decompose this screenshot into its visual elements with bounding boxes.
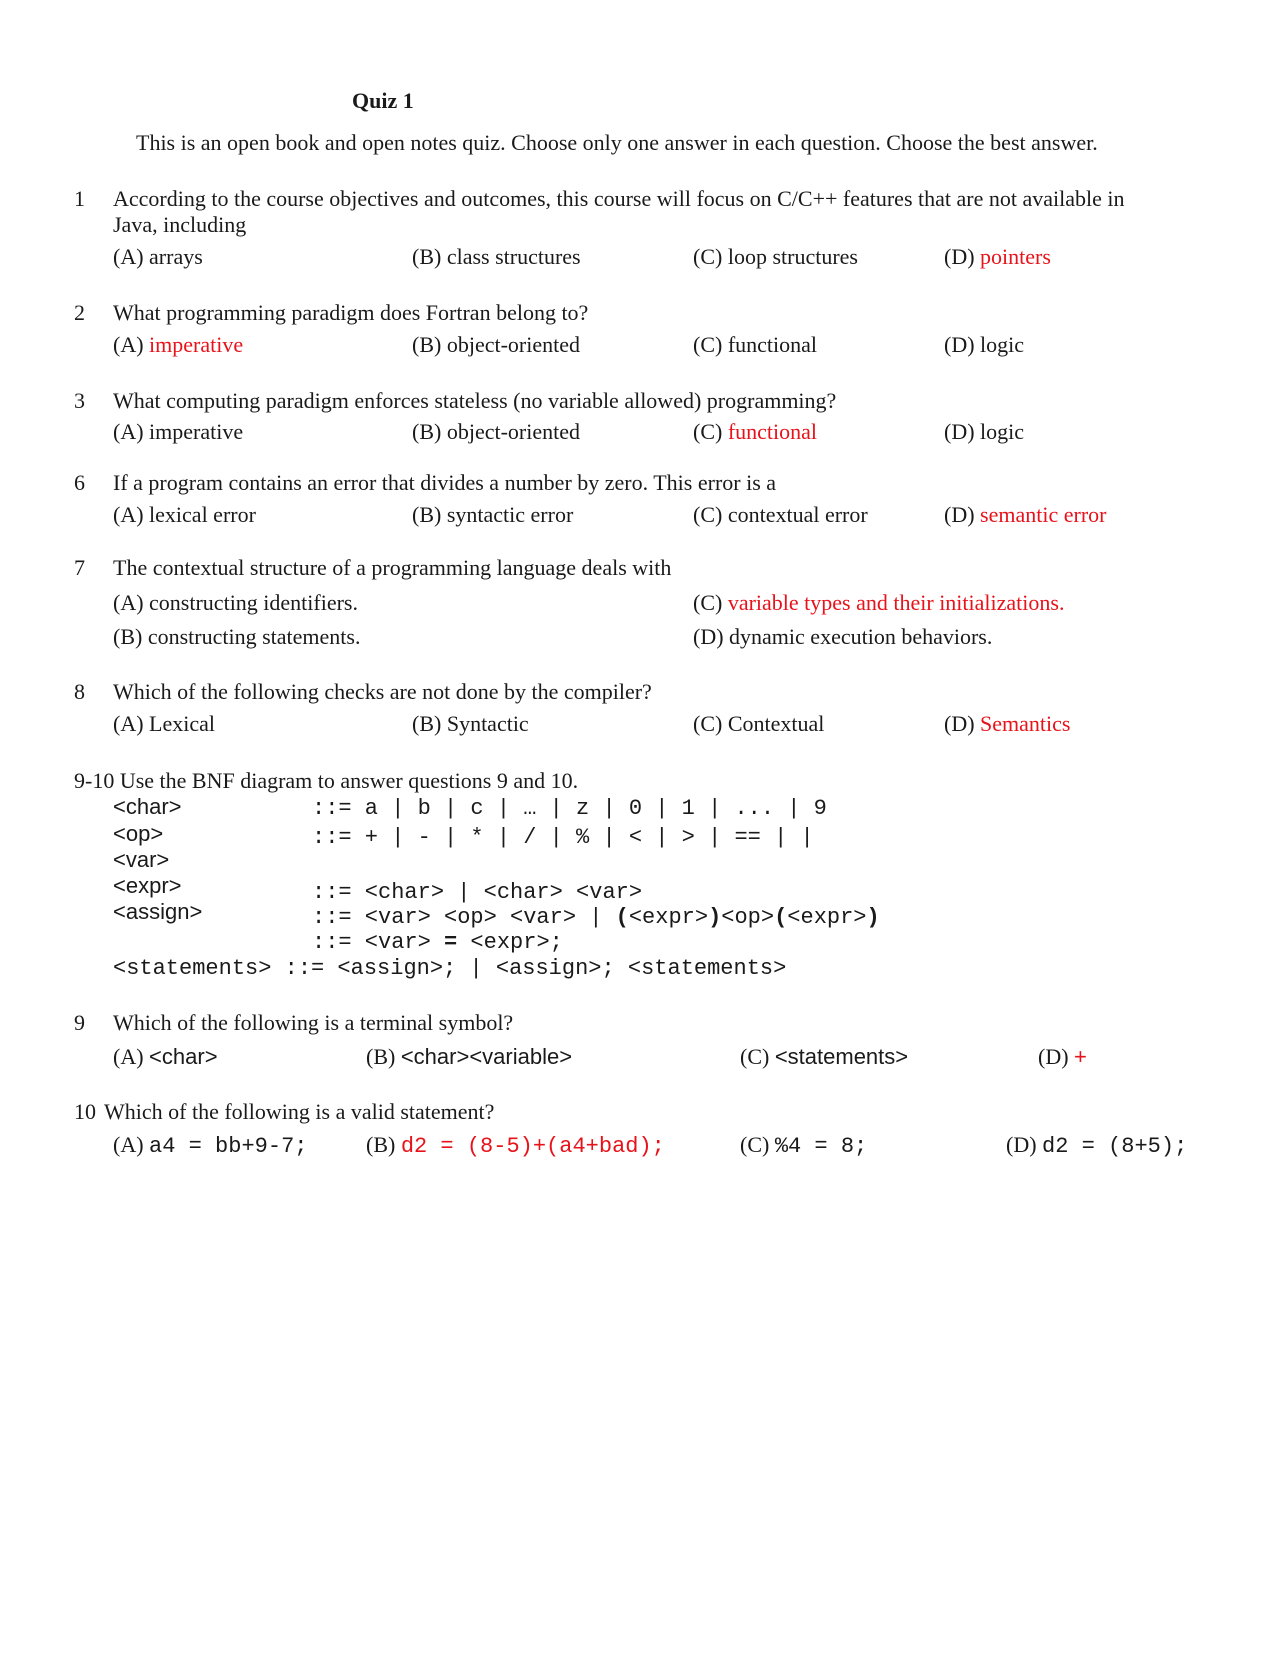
option-c xyxy=(693,246,858,268)
option-d xyxy=(944,421,1024,443)
option-label: (A) xyxy=(113,590,144,615)
option-label: (B) xyxy=(113,624,143,649)
option-c xyxy=(740,1134,867,1158)
option-label: (B) xyxy=(412,502,442,527)
bnf-rule-expr-part: <op> xyxy=(721,905,775,930)
option-text: Syntactic xyxy=(446,711,529,736)
option-label: (A) xyxy=(113,711,144,736)
option-b xyxy=(366,1134,665,1158)
option-b xyxy=(412,504,573,526)
question-text: The contextual structure of a programming language deals with xyxy=(113,555,672,580)
option-label: (A) xyxy=(113,419,144,444)
option-label: (D) xyxy=(944,711,975,736)
correct-answer: variable types and their initializations. xyxy=(727,590,1065,615)
bnf-paren: ) xyxy=(708,905,722,930)
option-d xyxy=(1038,1046,1087,1068)
option-a xyxy=(113,1134,307,1158)
correct-answer: d2 = (8-5)+(a4+bad); xyxy=(400,1134,665,1159)
option-text: functional xyxy=(727,332,818,357)
question-text: If a program contains an error that divides a number by zero. This error is a xyxy=(113,470,777,495)
option-d xyxy=(944,713,1070,735)
option-text: <char><variable> xyxy=(400,1044,573,1069)
option-text: d2 = (8+5); xyxy=(1042,1134,1188,1159)
option-text: <statements> xyxy=(774,1044,909,1069)
option-text: constructing identifiers. xyxy=(149,590,358,615)
option-d xyxy=(693,626,992,648)
bnf-rule-expr-part: ::= <var> <op> <var> | xyxy=(312,905,616,930)
option-label: (C) xyxy=(693,502,723,527)
bnf-nonterminal-var: <var> xyxy=(113,847,170,872)
option-label: (C) xyxy=(693,244,723,269)
question-text: Which of the following is a terminal symbol? xyxy=(113,1010,514,1035)
option-b xyxy=(113,626,360,648)
option-b xyxy=(412,713,529,735)
option-label: (B) xyxy=(412,419,442,444)
option-b xyxy=(412,334,580,356)
option-label: (C) xyxy=(693,332,723,357)
option-label: (D) xyxy=(944,244,975,269)
option-label: (D) xyxy=(944,419,975,444)
option-b xyxy=(412,246,581,268)
bnf-rule-op: ::= + | - | * | / | % | < | > | == | | xyxy=(312,825,814,850)
option-text: object-oriented xyxy=(446,419,580,444)
option-text: %4 = 8; xyxy=(774,1134,868,1159)
question-number: 9 xyxy=(74,1010,85,1035)
bnf-nonterminal-assign: <assign> xyxy=(113,899,203,924)
option-label: (A) xyxy=(113,1044,144,1069)
correct-answer: pointers xyxy=(980,244,1051,269)
option-text: object-oriented xyxy=(446,332,580,357)
option-d xyxy=(944,504,1106,526)
option-label: (C) xyxy=(740,1044,770,1069)
option-c xyxy=(693,334,817,356)
option-text: loop structures xyxy=(727,244,858,269)
option-label: (C) xyxy=(693,590,723,615)
bnf-paren: ( xyxy=(774,905,788,930)
option-label: (B) xyxy=(412,711,442,736)
option-label: (D) xyxy=(944,332,975,357)
bnf-rule-assign xyxy=(312,932,563,954)
option-label: (C) xyxy=(693,419,723,444)
option-c xyxy=(693,421,817,443)
bnf-nonterminal-op: <op> xyxy=(113,821,164,846)
option-label: (B) xyxy=(366,1132,396,1157)
option-label: (D) xyxy=(944,502,975,527)
bnf-rule-var: ::= <char> | <char> <var> xyxy=(312,880,643,905)
correct-answer: imperative xyxy=(149,332,244,357)
option-text: Lexical xyxy=(149,711,216,736)
option-text: constructing statements. xyxy=(147,624,361,649)
option-label: (D) xyxy=(693,624,724,649)
question-number: 2 xyxy=(74,300,85,325)
option-a xyxy=(113,592,358,614)
bnf-rule-assign-part: <expr>; xyxy=(457,930,563,955)
question-number: 7 xyxy=(74,555,85,580)
option-a xyxy=(113,713,215,735)
option-a xyxy=(113,421,243,443)
option-text: imperative xyxy=(149,419,244,444)
option-text: <char> xyxy=(149,1044,218,1069)
option-label: (A) xyxy=(113,1132,144,1157)
bnf-rule-assign-part: ::= <var> xyxy=(312,930,445,955)
question-number: 10 xyxy=(74,1099,96,1124)
option-text: contextual error xyxy=(727,502,868,527)
option-label: (A) xyxy=(113,244,144,269)
option-label: (B) xyxy=(412,244,442,269)
bnf-intro: 9-10 Use the BNF diagram to answer questions 9 and 10. xyxy=(74,768,579,793)
option-a xyxy=(113,334,243,356)
option-d xyxy=(944,246,1051,268)
option-label: (D) xyxy=(1006,1132,1037,1157)
bnf-rule-expr-part: <expr> xyxy=(787,905,867,930)
option-label: (C) xyxy=(693,711,723,736)
bnf-rule-expr xyxy=(312,907,880,929)
bnf-paren: ( xyxy=(615,905,629,930)
option-text: Contextual xyxy=(727,711,825,736)
bnf-rule-char: ::= a | b | c | … | z | 0 | 1 | ... | 9 xyxy=(312,796,827,821)
option-b xyxy=(366,1046,572,1068)
option-a xyxy=(113,246,203,268)
bnf-paren: ) xyxy=(866,905,880,930)
option-text: lexical error xyxy=(149,502,256,527)
question-text: What programming paradigm does Fortran belong to? xyxy=(113,300,589,325)
question-number: 1 xyxy=(74,186,85,211)
option-text: logic xyxy=(980,332,1025,357)
option-d xyxy=(1006,1134,1187,1158)
option-label: (D) xyxy=(1038,1044,1069,1069)
option-a xyxy=(113,1046,218,1068)
bnf-equals: = xyxy=(444,930,458,955)
bnf-nonterminal-char: <char> xyxy=(113,794,182,819)
option-label: (C) xyxy=(740,1132,770,1157)
option-b xyxy=(412,421,580,443)
question-text: Which of the following is a valid statement? xyxy=(104,1099,495,1124)
question-number: 8 xyxy=(74,679,85,704)
option-a xyxy=(113,504,256,526)
option-c xyxy=(693,713,824,735)
option-text: dynamic execution behaviors. xyxy=(729,624,993,649)
option-text: class structures xyxy=(446,244,581,269)
question-number: 6 xyxy=(74,470,85,495)
correct-answer: functional xyxy=(727,419,818,444)
question-text-cont: Java, including xyxy=(113,212,247,237)
correct-answer: + xyxy=(1074,1044,1087,1069)
bnf-nonterminal-expr: <expr> xyxy=(113,873,182,898)
quiz-title: Quiz 1 xyxy=(352,88,414,113)
question-number: 3 xyxy=(74,388,85,413)
option-text: syntactic error xyxy=(446,502,574,527)
option-label: (B) xyxy=(366,1044,396,1069)
option-text: logic xyxy=(980,419,1025,444)
question-text: Which of the following checks are not done by the compiler? xyxy=(113,679,652,704)
option-label: (B) xyxy=(412,332,442,357)
correct-answer: semantic error xyxy=(980,502,1107,527)
question-text: What computing paradigm enforces stateless (no variable allowed) programming? xyxy=(113,388,837,413)
correct-answer: Semantics xyxy=(980,711,1071,736)
option-d xyxy=(944,334,1024,356)
option-label: (A) xyxy=(113,502,144,527)
option-c xyxy=(693,504,868,526)
question-text: According to the course objectives and outcomes, this course will focus on C/C++ features that are not available in xyxy=(113,186,1125,211)
option-c xyxy=(693,592,1064,614)
quiz-instructions: This is an open book and open notes quiz. Choose only one answer in each question. Choose the best answer. xyxy=(136,130,1098,155)
bnf-rule-expr-part: <expr> xyxy=(628,905,709,930)
option-text: arrays xyxy=(149,244,203,269)
option-text: a4 = bb+9-7; xyxy=(149,1134,308,1159)
option-label: (A) xyxy=(113,332,144,357)
option-c xyxy=(740,1046,908,1068)
bnf-rule-statements: <statements> ::= <assign>; | <assign>; <statements> xyxy=(113,956,787,981)
